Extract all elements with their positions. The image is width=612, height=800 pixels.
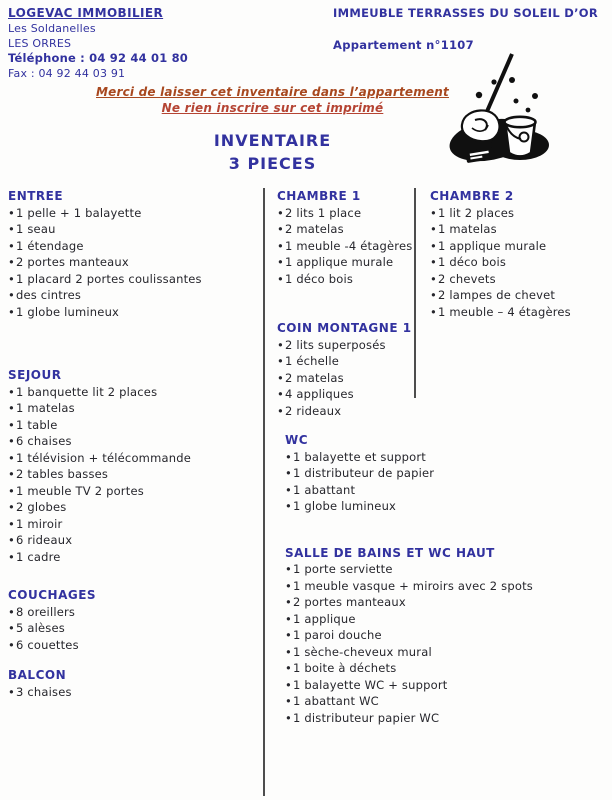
inventory-item [277,337,512,354]
inventory-item [285,677,512,694]
bullet-icon: • [285,677,292,692]
bullet-icon: • [277,222,284,236]
bullet-icon: • [277,370,284,385]
section-heading: COIN MONTAGNE 1 [277,321,412,335]
inventory-item [8,637,258,654]
document-title [0,129,545,175]
bullet-icon: • [8,205,15,220]
bullet-icon: • [8,637,15,652]
item-text: 1 placard 2 portes coulissantes [15,271,202,286]
item-text: 2 lampes de chevet [437,288,556,302]
bullet-icon: • [430,304,437,319]
bullet-icon: • [285,661,292,675]
section-balcon [8,667,258,700]
inventory-item [430,238,608,255]
item-text: 1 abattant WC [292,694,379,708]
section-heading: COUCHAGES [8,588,97,602]
inventory-item [430,254,608,271]
section-heading: ENTREE [8,189,64,203]
inventory-column-3 [430,188,608,320]
item-text: 2 chevets [437,271,496,286]
bullet-icon: • [285,710,292,725]
item-text: 1 étendage [15,238,84,253]
item-text: 6 rideaux [15,533,73,547]
section-chambre-2 [430,188,608,320]
inventory-item [277,353,512,370]
bullet-icon: • [277,205,284,220]
inventory-item [430,205,608,222]
bullet-icon: • [430,271,437,286]
item-text: 1 lit 2 places [437,205,515,220]
inventory-item [8,287,258,304]
bullet-icon: • [285,644,292,659]
item-text: 1 télévision + télécommande [15,450,191,465]
bullet-icon: • [8,401,15,415]
inventory-item [277,403,512,420]
bullet-icon: • [8,533,15,547]
inventory-item [285,660,512,677]
section-sejour [8,367,258,565]
inventory-item [285,482,512,499]
inventory-item [285,693,512,710]
item-text: 6 couettes [15,637,79,652]
bullet-icon: • [8,288,15,302]
inventory-item [8,254,258,271]
bullet-icon: • [8,271,15,286]
bullet-icon: • [285,482,292,497]
inventory-item [285,710,512,727]
bullet-icon: • [8,238,15,253]
notice-line-1: Merci de laisser cet inventaire dans l’appartement [96,85,449,99]
section-heading: SEJOUR [8,368,62,382]
inventory-item [430,221,608,238]
inventory-item [430,271,608,288]
inventory-item [285,498,512,515]
item-text: 1 échelle [284,354,339,368]
inventory-item [8,549,258,566]
agency-header-block [8,5,188,81]
bullet-icon: • [285,611,292,626]
section-heading: WC [285,433,309,447]
bullet-icon: • [285,466,292,480]
bullet-icon: • [8,621,15,635]
bullet-icon: • [285,694,292,708]
inventory-item [285,449,512,466]
section-heading: SALLE DE BAINS ET WC HAUT [285,545,495,560]
document-title-line-1: INVENTAIRE [213,131,332,150]
bullet-icon: • [285,499,292,513]
item-text: 6 chaises [15,434,72,448]
item-text: 2 portes manteaux [292,595,406,609]
inventory-item [8,483,258,500]
bullet-icon: • [8,500,15,514]
section-heading: CHAMBRE 1 [277,189,361,203]
inventory-item [285,594,512,611]
item-text: 1 déco bois [284,271,354,286]
inventory-item [8,400,258,417]
agency-city: LES ORRES [8,37,72,50]
apartment-number: Appartement n°1107 [333,38,474,52]
inventory-item [285,627,512,644]
inventory-column-1 [8,188,258,700]
section-coin-montagne-1 [277,320,512,419]
inventory-item [430,287,608,304]
inventory-item [8,620,258,637]
bullet-icon: • [8,684,15,699]
item-text: des cintres [15,288,82,302]
inventory-item [8,684,258,701]
item-text: 1 seau [15,222,56,236]
inventory-item [8,205,258,222]
item-text: 1 meuble – 4 étagères [437,304,571,319]
inventory-item [8,466,258,483]
item-text: 1 porte serviette [292,562,393,576]
bullet-icon: • [8,467,15,481]
inventory-item [285,611,512,628]
item-text: 1 miroir [15,516,63,531]
bullet-icon: • [277,238,284,253]
item-text: 5 alèses [15,621,65,635]
item-text: 1 pelle + 1 balayette [15,205,142,220]
item-text: 1 matelas [437,222,497,236]
section-heading: BALCON [8,668,67,682]
bullet-icon: • [285,628,292,642]
inventory-item [8,433,258,450]
bullet-icon: • [8,255,15,269]
item-text: 1 balayette et support [292,449,426,464]
inventory-item [8,271,258,288]
inventory-item [8,604,258,621]
document-title-line-2: 3 PIECES [228,154,317,173]
item-text: 1 applique [292,611,356,626]
bullet-icon: • [430,255,437,269]
bullet-icon: • [8,384,15,399]
item-text: 1 matelas [15,401,75,415]
item-text: 1 sèche-cheveux mural [292,644,432,659]
item-text: 2 globes [15,500,67,514]
inventory-item [285,578,533,595]
item-text: 1 abattant [292,482,356,497]
building-header-block [333,5,598,53]
bullet-icon: • [8,450,15,465]
item-text: 2 lits 1 place [284,205,362,220]
bullet-icon: • [277,271,284,286]
agency-fax: Fax : 04 92 44 03 91 [8,67,126,80]
bullet-icon: • [8,483,15,498]
agency-name: LOGEVAC IMMOBILIER [8,6,164,20]
item-text: 2 portes manteaux [15,255,129,269]
item-text: 1 meuble -4 étagères [284,238,413,253]
inventory-item [277,370,512,387]
item-text: 1 banquette lit 2 places [15,384,158,399]
notice-line-2: Ne rien inscrire sur cet imprimé [161,101,384,115]
inventory-item [8,304,258,321]
inventory-item [8,417,258,434]
item-text: 1 paroi douche [292,628,382,642]
bullet-icon: • [8,549,15,564]
section-salle-de-bains-et-wc-haut [285,545,533,727]
column-divider-left [263,188,265,796]
item-text: 1 balayette WC + support [292,677,448,692]
item-text: 3 chaises [15,684,72,699]
item-text: 1 table [15,417,58,432]
section-wc [285,432,512,515]
item-text: 1 applique murale [284,255,394,269]
bullet-icon: • [285,578,292,593]
building-name: IMMEUBLE TERRASSES DU SOLEIL D’OR [333,6,598,20]
section-entree [8,188,258,320]
bullet-icon: • [285,595,292,609]
keep-in-apartment-notice [0,84,545,116]
bullet-icon: • [430,222,437,236]
inventory-item [285,644,512,661]
inventory-item [277,386,512,403]
inventory-item [430,304,608,321]
bullet-icon: • [8,222,15,236]
inventory-item [285,465,512,482]
item-text: 1 déco bois [437,255,507,269]
item-text: 2 matelas [284,222,344,236]
item-text: 4 appliques [284,387,354,401]
item-text: 2 matelas [284,370,344,385]
bullet-icon: • [8,304,15,319]
bullet-icon: • [8,516,15,531]
inventory-item [8,450,258,467]
bullet-icon: • [8,434,15,448]
bullet-icon: • [277,403,284,418]
item-text: 1 globe lumineux [15,304,120,319]
item-text: 1 globe lumineux [292,499,397,513]
inventory-item [8,532,258,549]
bullet-icon: • [277,387,284,401]
item-text: 8 oreillers [15,604,76,619]
item-text: 1 boite à déchets [292,661,397,675]
item-text: 2 tables basses [15,467,109,481]
bullet-icon: • [285,449,292,464]
bullet-icon: • [8,417,15,432]
agency-residence: Les Soldanelles [8,22,96,35]
agency-phone: Téléphone : 04 92 44 01 80 [8,51,189,65]
inventory-item [8,499,258,516]
item-text: 1 applique murale [437,238,547,253]
inventory-item [8,384,258,401]
bullet-icon: • [430,205,437,220]
bullet-icon: • [285,562,292,576]
item-text: 2 lits superposés [284,337,386,352]
section-heading: CHAMBRE 2 [430,189,514,203]
section-couchages [8,587,258,653]
inventory-item [8,238,258,255]
item-text: 1 meuble TV 2 portes [15,483,144,498]
item-text: 1 distributeur papier WC [292,710,440,725]
bullet-icon: • [430,288,437,302]
bullet-icon: • [277,255,284,269]
item-text: 2 rideaux [284,403,342,418]
bullet-icon: • [8,604,15,619]
inventory-item [8,221,258,238]
item-text: 1 cadre [15,549,61,564]
inventory-item [8,516,258,533]
item-text: 1 distributeur de papier [292,466,435,480]
bullet-icon: • [277,354,284,368]
bullet-icon: • [277,337,284,352]
item-text: 1 meuble vasque + miroirs avec 2 spots [292,578,533,593]
bullet-icon: • [430,238,437,253]
inventory-item [285,561,512,578]
